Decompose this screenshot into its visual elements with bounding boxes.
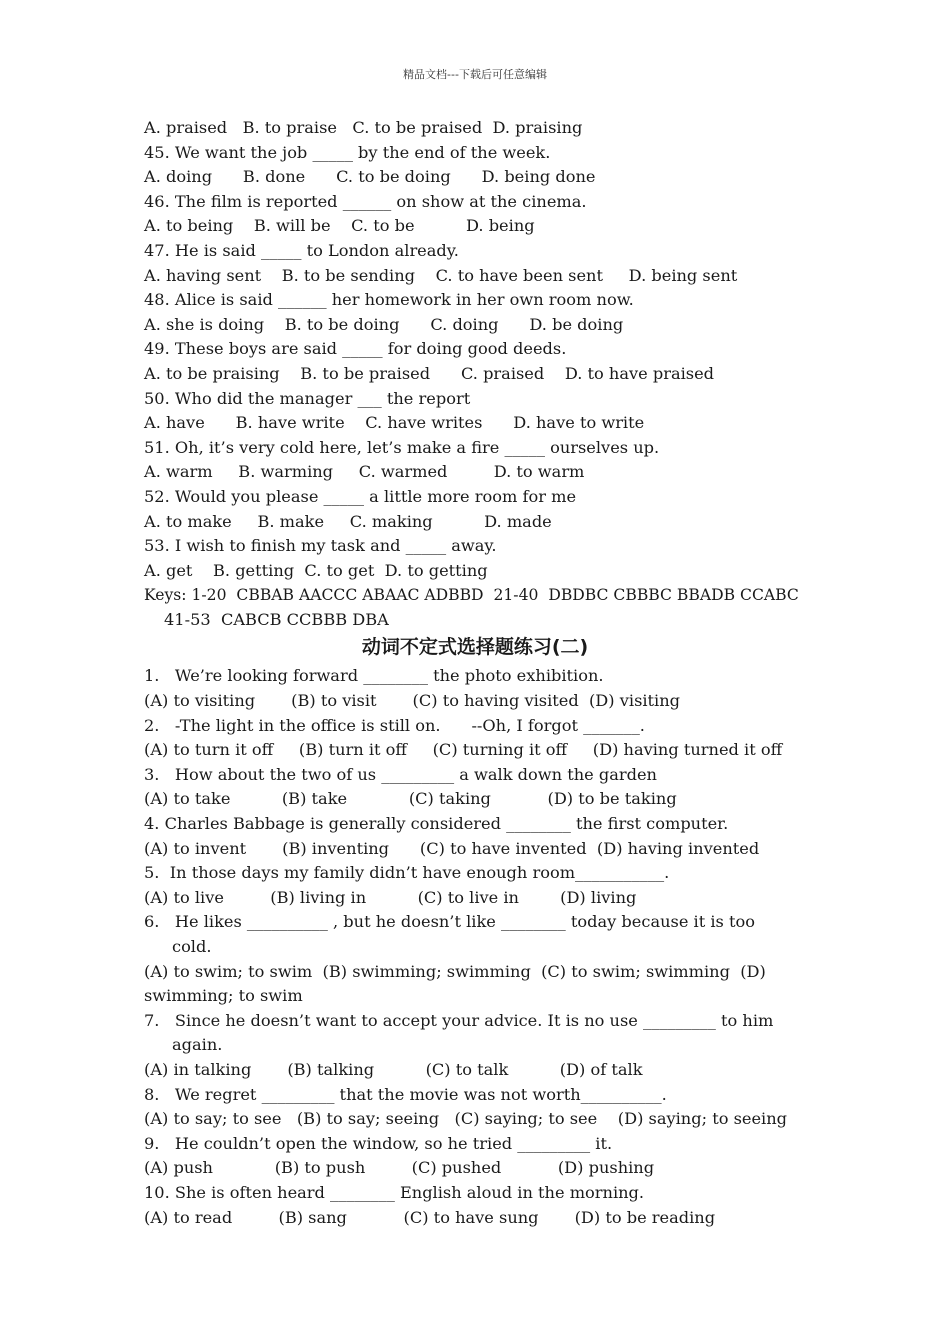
options-6: (A) to swim; to swim (B) swimming; swimming (C) to swim; swimming (D) <box>144 961 766 981</box>
page-header: 精品文档---下载后可任意编辑 <box>403 68 547 81</box>
document-body <box>144 116 806 1230</box>
options-4: (A) to invent (B) inventing (C) to have invented (D) having invented <box>144 838 760 858</box>
answer-keys-continued: 41-53 CABCB CCBBB DBA <box>164 609 389 629</box>
question-10: 10. She is often heard ________ English aloud in the morning. <box>144 1182 645 1202</box>
question-line: 50. Who did the manager ___ the report <box>144 388 471 408</box>
question-line: 52. Would you please _____ a little more room for me <box>144 486 577 506</box>
options-2: (A) to turn it off (B) turn it off (C) turning it off (D) having turned it off <box>144 740 783 760</box>
question-line: A. praised B. to praise C. to be praised D. praising <box>144 118 583 137</box>
question-line: A. warm B. warming C. warmed D. to warm <box>144 462 585 482</box>
answer-keys: Keys: 1-20 CBBAB AACCC ABAAC ADBBD 21-40 DBDBC CBBBC BBADB CCABC <box>144 586 799 605</box>
question-3: 3. How about the two of us _________ a walk down the garden <box>144 764 657 784</box>
question-line: 46. The film is reported ______ on show at the cinema. <box>144 191 587 211</box>
question-6: 6. He likes __________ , but he doesn’t like ________ today because it is too <box>144 912 756 932</box>
question-1: 1. We’re looking forward ________ the photo exhibition. <box>144 666 604 686</box>
question-7-continued: again. <box>172 1035 223 1055</box>
question-2: 2. -The light in the office is still on. --Oh, I forgot _______. <box>144 715 645 735</box>
question-line: A. have B. have write C. have writes D. have to write <box>144 413 645 433</box>
question-line: 47. He is said _____ to London already. <box>144 240 459 260</box>
question-8: 8. We regret _________ that the movie was not worth__________. <box>144 1084 667 1104</box>
options-7: (A) in talking (B) talking (C) to talk (D) of talk <box>144 1059 643 1079</box>
question-line: 49. These boys are said _____ for doing good deeds. <box>144 339 567 359</box>
question-line: A. to being B. will be C. to be D. being <box>144 216 535 236</box>
question-6-continued: cold. <box>172 937 212 956</box>
question-line: 45. We want the job _____ by the end of the week. <box>144 142 551 162</box>
options-5: (A) to live (B) living in (C) to live in (D) living <box>144 887 637 907</box>
question-line: A. doing B. done C. to be doing D. being done <box>144 167 596 187</box>
question-7: 7. Since he doesn’t want to accept your advice. It is no use _________ to him <box>144 1010 774 1030</box>
question-line: A. get B. getting C. to get D. to getting <box>144 560 488 580</box>
options-1: (A) to visiting (B) to visit (C) to having visited (D) visiting <box>144 691 681 711</box>
options-9: (A) push (B) to push (C) pushed (D) pushing <box>144 1158 655 1178</box>
question-line: 51. Oh, it’s very cold here, let’s make a fire _____ ourselves up. <box>144 437 660 457</box>
question-line: 48. Alice is said ______ her homework in her own room now. <box>144 290 634 310</box>
section-title: 动词不定式选择题练习(二) <box>361 636 589 659</box>
question-line: 53. I wish to finish my task and _____ away. <box>144 536 497 556</box>
options-8: (A) to say; to see (B) to say; seeing (C) saying; to see (D) saying; to seeing <box>144 1109 788 1129</box>
options-10: (A) to read (B) sang (C) to have sung (D) to be reading <box>144 1207 716 1227</box>
question-line: A. she is doing B. to be doing C. doing D. be doing <box>144 314 624 334</box>
options-6-continued: swimming; to swim <box>144 986 303 1006</box>
question-5: 5. In those days my family didn’t have enough room___________. <box>144 863 670 883</box>
question-line: A. to be praising B. to be praised C. praised D. to have praised <box>144 363 715 383</box>
question-line: A. having sent B. to be sending C. to have been sent D. being sent <box>144 265 738 285</box>
question-4: 4. Charles Babbage is generally considered ________ the first computer. <box>144 814 729 834</box>
question-9: 9. He couldn’t open the window, so he tried _________ it. <box>144 1133 613 1153</box>
question-line: A. to make B. make C. making D. made <box>144 511 552 531</box>
options-3: (A) to take (B) take (C) taking (D) to be taking <box>144 789 677 809</box>
